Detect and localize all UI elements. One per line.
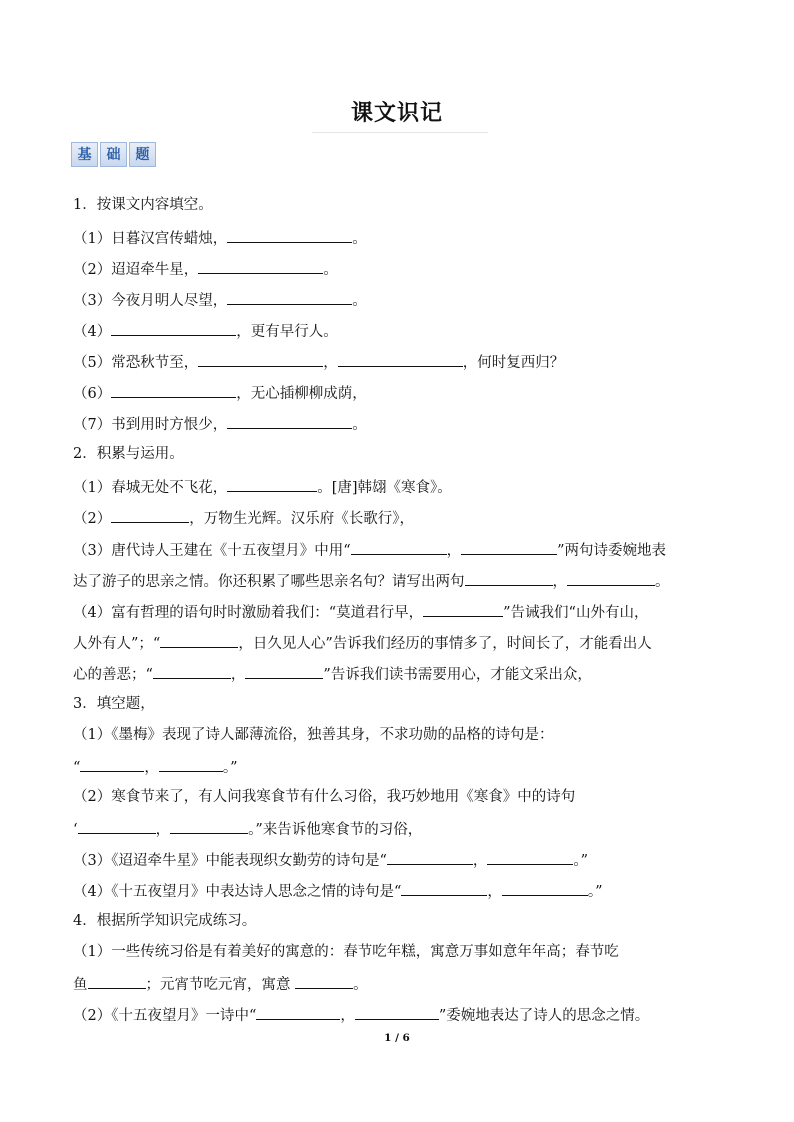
badge-char: 题	[129, 142, 156, 167]
question-heading: 4．根据所学知识完成练习。	[73, 913, 257, 929]
answer-blank[interactable]	[78, 818, 156, 834]
answer-blank[interactable]	[338, 351, 463, 367]
answer-blank[interactable]	[198, 351, 323, 367]
fill-line: （3）《迢迢牵牛星》中能表现织女勤劳的诗句是“ ， 。”	[73, 849, 734, 871]
answer-blank[interactable]	[227, 476, 317, 492]
question-heading: 2．积累与运用。	[73, 446, 184, 462]
text-line: （2）寒食节来了，有人问我寒食节有什么习俗，我巧妙地用《寒食》中的诗句	[73, 789, 576, 805]
fill-line: （4）富有哲理的语句时时激励着我们：“莫道君行早， ”告诫我们“山外有山，	[73, 601, 734, 623]
fill-line: “ ， 。”	[73, 756, 734, 778]
fill-line: （2）《十五夜望月》一诗中“ ， ”委婉地表达了诗人的思念之情。	[73, 1004, 734, 1026]
fill-line: （1）日暮汉宫传蜡烛， 。	[73, 227, 734, 249]
answer-blank[interactable]	[401, 880, 487, 896]
answer-blank[interactable]	[111, 320, 236, 336]
answer-blank[interactable]	[387, 849, 473, 865]
answer-blank[interactable]	[245, 663, 323, 679]
fill-line: 人外有人”；“ ，日久见人心”告诉我们经历的事情多了，时间长了，才能看出人	[73, 632, 734, 654]
question-heading: 1．按课文内容填空。	[73, 197, 213, 213]
answer-blank[interactable]	[160, 632, 238, 648]
answer-blank[interactable]	[80, 756, 144, 772]
fill-line: （3）今夜月明人尽望， 。	[73, 289, 734, 311]
fill-line: （1）春城无处不飞花， 。[唐]韩翃《寒食》。	[73, 476, 734, 498]
badge-char: 基	[71, 142, 98, 167]
badge-char: 础	[100, 142, 127, 167]
fill-line: （4） ，更有早行人。	[73, 320, 734, 342]
answer-blank[interactable]	[227, 413, 352, 429]
text-line: （1）一些传统习俗是有着美好的寓意的：春节吃年糕，寓意万事如意年年高；春节吃	[73, 944, 619, 960]
fill-line: （2） ，万物生光辉。汉乐府《长歌行》，	[73, 507, 734, 529]
answer-blank[interactable]	[423, 601, 503, 617]
fill-line: （5）常恐秋节至， ， ，何时复西归？	[73, 351, 734, 373]
answer-blank[interactable]	[461, 539, 557, 555]
page-number: 1 / 6	[384, 1032, 410, 1044]
fill-line: 鱼 ；元宵节吃元宵，寓意 。	[73, 973, 734, 995]
answer-blank[interactable]	[198, 258, 323, 274]
answer-blank[interactable]	[227, 289, 352, 305]
answer-blank[interactable]	[502, 880, 588, 896]
answer-blank[interactable]	[153, 663, 231, 679]
answer-blank[interactable]	[487, 849, 573, 865]
answer-blank[interactable]	[465, 570, 553, 586]
answer-blank[interactable]	[88, 973, 146, 989]
answer-blank[interactable]	[355, 1004, 439, 1020]
fill-line: （6） ，无心插柳柳成荫，	[73, 382, 734, 404]
section-badge	[71, 142, 156, 167]
answer-blank[interactable]	[567, 570, 655, 586]
fill-line: （4）《十五夜望月》中表达诗人思念之情的诗句是“ ， 。”	[73, 880, 734, 902]
text-line: （1）《墨梅》表现了诗人鄙薄流俗，独善其身，不求功勋的品格的诗句是：	[73, 727, 554, 743]
answer-blank[interactable]	[111, 382, 236, 398]
fill-line: （3）唐代诗人王建在《十五夜望月》中用“ ， ”两句诗委婉地表	[73, 539, 734, 561]
page-title: 课文识记	[350, 101, 443, 126]
fill-line: 达了游子的思亲之情。你还积累了哪些思亲名句？请写出两句 ， 。	[73, 570, 734, 592]
fill-line: 心的善恶；“ ， ”告诉我们读书需要用心，才能文采出众，	[73, 663, 734, 685]
answer-blank[interactable]	[256, 1004, 340, 1020]
fill-line: （2）迢迢牵牛星， 。	[73, 258, 734, 280]
fill-line: ‘ ， 。”来告诉他寒食节的习俗，	[73, 818, 734, 840]
answer-blank[interactable]	[111, 507, 189, 523]
answer-blank[interactable]	[351, 539, 447, 555]
answer-blank[interactable]	[295, 973, 353, 989]
question-heading: 3．填空题，	[73, 696, 155, 712]
answer-blank[interactable]	[170, 818, 248, 834]
fill-line: （7）书到用时方恨少， 。	[73, 413, 734, 435]
title-divider	[312, 132, 488, 133]
answer-blank[interactable]	[159, 756, 223, 772]
answer-blank[interactable]	[227, 227, 352, 243]
